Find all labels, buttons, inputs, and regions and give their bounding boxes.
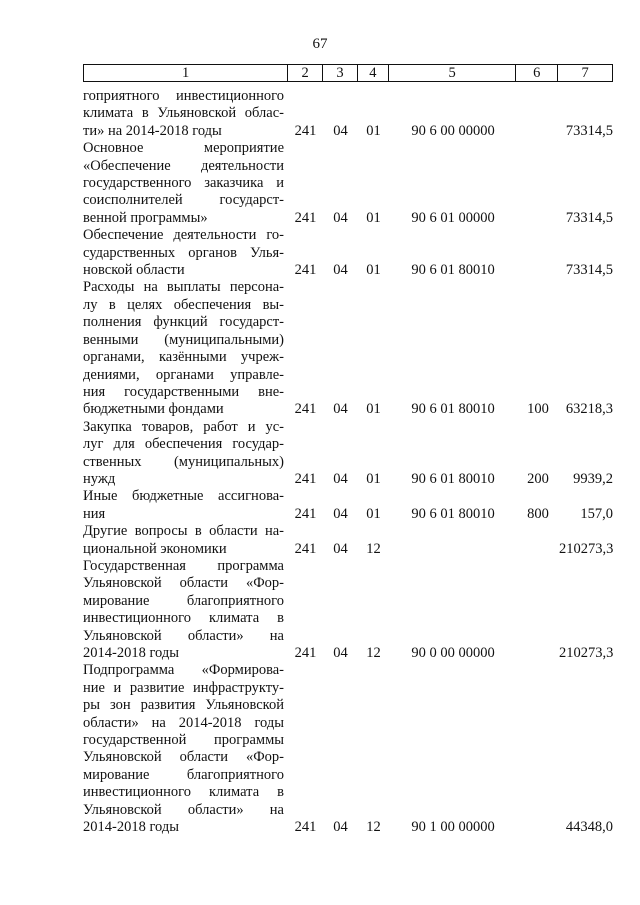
row-name (83, 662, 288, 836)
row-cell-c5: 90 6 01 00000 (411, 209, 495, 226)
row-name (83, 88, 288, 140)
row-name-line: лу в целях обеспечения вы- (83, 296, 284, 313)
row-name-line: Иные бюджетные ассигнова- (83, 488, 284, 505)
row-name-line: ственных (муниципальных) (83, 453, 284, 470)
row-cell-c3: 04 (333, 401, 348, 418)
row-cell-c7: 157,0 (580, 505, 613, 522)
row-name-line: 2014-2018 годы (83, 819, 179, 836)
row-name (83, 419, 288, 489)
row-name-line: Ульяновской области «Фор- (83, 749, 284, 766)
row-name-line: Государственная программа (83, 557, 284, 574)
row-cell-c7: 44348,0 (565, 819, 613, 836)
header-col-4: 4 (358, 65, 389, 81)
row-cell-c2: 241 (294, 505, 317, 522)
row-cell-c5: 90 0 00 00000 (411, 645, 495, 661)
row-cell-c3: 04 (333, 262, 348, 279)
row-name-line: Основное мероприятие (83, 140, 284, 157)
row-name-line: Ульяновской области» на (83, 801, 284, 818)
row-name-line: ти» на 2014-2018 годы (83, 122, 222, 139)
row-name-line: мирование благоприятного (83, 766, 284, 783)
table-row (83, 488, 613, 523)
row-cell-c5: 90 1 00 00000 (411, 819, 495, 836)
row-cell-c3: 04 (333, 645, 348, 661)
row-name-line: сударственных органов Улья- (83, 244, 284, 261)
row-name (83, 558, 288, 662)
table-row (83, 140, 613, 227)
row-name-line: государственной программы (83, 732, 284, 749)
row-name-line: Закупка товаров, работ и ус- (83, 418, 284, 435)
row-cell-c4: 01 (366, 262, 381, 279)
header-col-2: 2 (288, 65, 323, 81)
row-cell-c5: 90 6 01 80010 (411, 505, 495, 522)
row-name-line: Обеспечение деятельности го- (83, 227, 284, 244)
row-name-line: бюджетными фондами (83, 401, 224, 418)
row-name (83, 279, 288, 418)
row-cell-c3: 04 (333, 819, 348, 836)
row-cell-c2: 241 (294, 401, 317, 418)
row-name-line: нужд (83, 470, 116, 487)
row-cell-c2: 241 (294, 262, 317, 279)
page-number: 67 (312, 36, 328, 52)
header-col-6: 6 (516, 65, 558, 81)
row-cell-c2: 241 (294, 209, 317, 226)
table-row (83, 558, 613, 662)
row-name-line: луг для обеспечения государ- (83, 436, 284, 453)
row-cell-c2: 241 (294, 122, 317, 139)
row-name-line: мирование благоприятного (83, 592, 284, 609)
row-cell-c7: 210273,3 (559, 540, 614, 557)
row-cell-c7: 73314,5 (565, 262, 613, 279)
row-cell-c7: 210273,3 (559, 645, 614, 661)
row-cell-c6: 800 (527, 505, 549, 522)
row-name-line: Расходы на выплаты персона- (83, 279, 284, 296)
row-cell-c3: 04 (333, 122, 348, 139)
row-name-line: гоприятного инвестиционного (83, 88, 284, 104)
row-cell-c4: 01 (366, 122, 381, 139)
row-cell-c3: 04 (333, 540, 348, 557)
row-cell-c6: 200 (527, 470, 549, 487)
row-name-line: климата в Ульяновской облас- (83, 105, 284, 122)
row-cell-c3: 04 (333, 470, 348, 487)
row-name-line: Другие вопросы в области на- (83, 523, 284, 540)
row-name-line: новской области (83, 262, 185, 279)
row-cell-c4: 12 (366, 645, 381, 661)
row-cell-c6: 100 (527, 401, 549, 418)
row-cell-c7: 63218,3 (565, 401, 613, 418)
row-cell-c5: 90 6 01 80010 (411, 470, 495, 487)
row-name-line: венными (муниципальными) (83, 331, 284, 348)
row-name-line: Подпрограмма «Формирова- (83, 662, 284, 679)
table-row (83, 279, 613, 418)
table-header (83, 64, 613, 82)
table-row (83, 419, 613, 489)
row-name-line: ния (83, 505, 106, 522)
row-name-line: органами, казёнными учреж- (83, 349, 284, 366)
row-cell-c7: 73314,5 (565, 209, 613, 226)
row-cell-c4: 12 (366, 540, 381, 557)
row-name-line: венной программы» (83, 209, 208, 226)
row-cell-c7: 9939,2 (573, 470, 613, 487)
table-row (83, 523, 613, 558)
row-cell-c5: 90 6 00 00000 (411, 122, 495, 139)
row-name (83, 523, 288, 558)
row-name-line: ры зон развития Ульяновской (83, 697, 284, 714)
row-name-line: циональной экономики (83, 540, 227, 557)
row-name-line: дениями, органами управле- (83, 366, 284, 383)
header-col-1: 1 (84, 65, 288, 81)
table-row (83, 88, 613, 140)
row-name-line: «Обеспечение деятельности (83, 157, 284, 174)
row-name-line: Ульяновской области «Фор- (83, 575, 284, 592)
row-cell-c3: 04 (333, 209, 348, 226)
row-cell-c3: 04 (333, 505, 348, 522)
header-col-3: 3 (323, 65, 358, 81)
row-cell-c4: 12 (366, 819, 381, 836)
row-name-line: области» на 2014-2018 годы (83, 714, 284, 731)
table-row (83, 227, 613, 279)
row-name-line: инвестиционного климата в (83, 610, 284, 627)
row-name-line: государственного заказчика и (83, 175, 284, 192)
row-cell-c5: 90 6 01 80010 (411, 262, 495, 279)
row-name-line: Ульяновской области» на (83, 627, 284, 644)
row-name (83, 227, 288, 279)
row-cell-c2: 241 (294, 819, 317, 836)
row-name-line: ния государственными вне- (83, 383, 284, 400)
row-cell-c2: 241 (294, 645, 317, 661)
row-cell-c4: 01 (366, 505, 381, 522)
row-name-line: полнения функций государст- (83, 314, 284, 331)
row-name-line: соисполнителей государст- (83, 192, 284, 209)
row-cell-c5: 90 6 01 80010 (411, 401, 495, 418)
row-cell-c2: 241 (294, 470, 317, 487)
row-name-line: ние и развитие инфраструкту- (83, 679, 284, 696)
row-cell-c4: 01 (366, 401, 381, 418)
table-body (83, 88, 613, 836)
header-col-7: 7 (581, 65, 589, 81)
row-cell-c2: 241 (294, 540, 317, 557)
row-name-line: 2014-2018 годы (83, 645, 179, 661)
row-name-line: инвестиционного климата в (83, 784, 284, 801)
row-name (83, 140, 288, 227)
table-row (83, 662, 613, 836)
row-cell-c4: 01 (366, 209, 381, 226)
row-cell-c4: 01 (366, 470, 381, 487)
header-col-5: 5 (389, 65, 517, 81)
row-cell-c7: 73314,5 (565, 122, 613, 139)
row-name (83, 488, 288, 523)
